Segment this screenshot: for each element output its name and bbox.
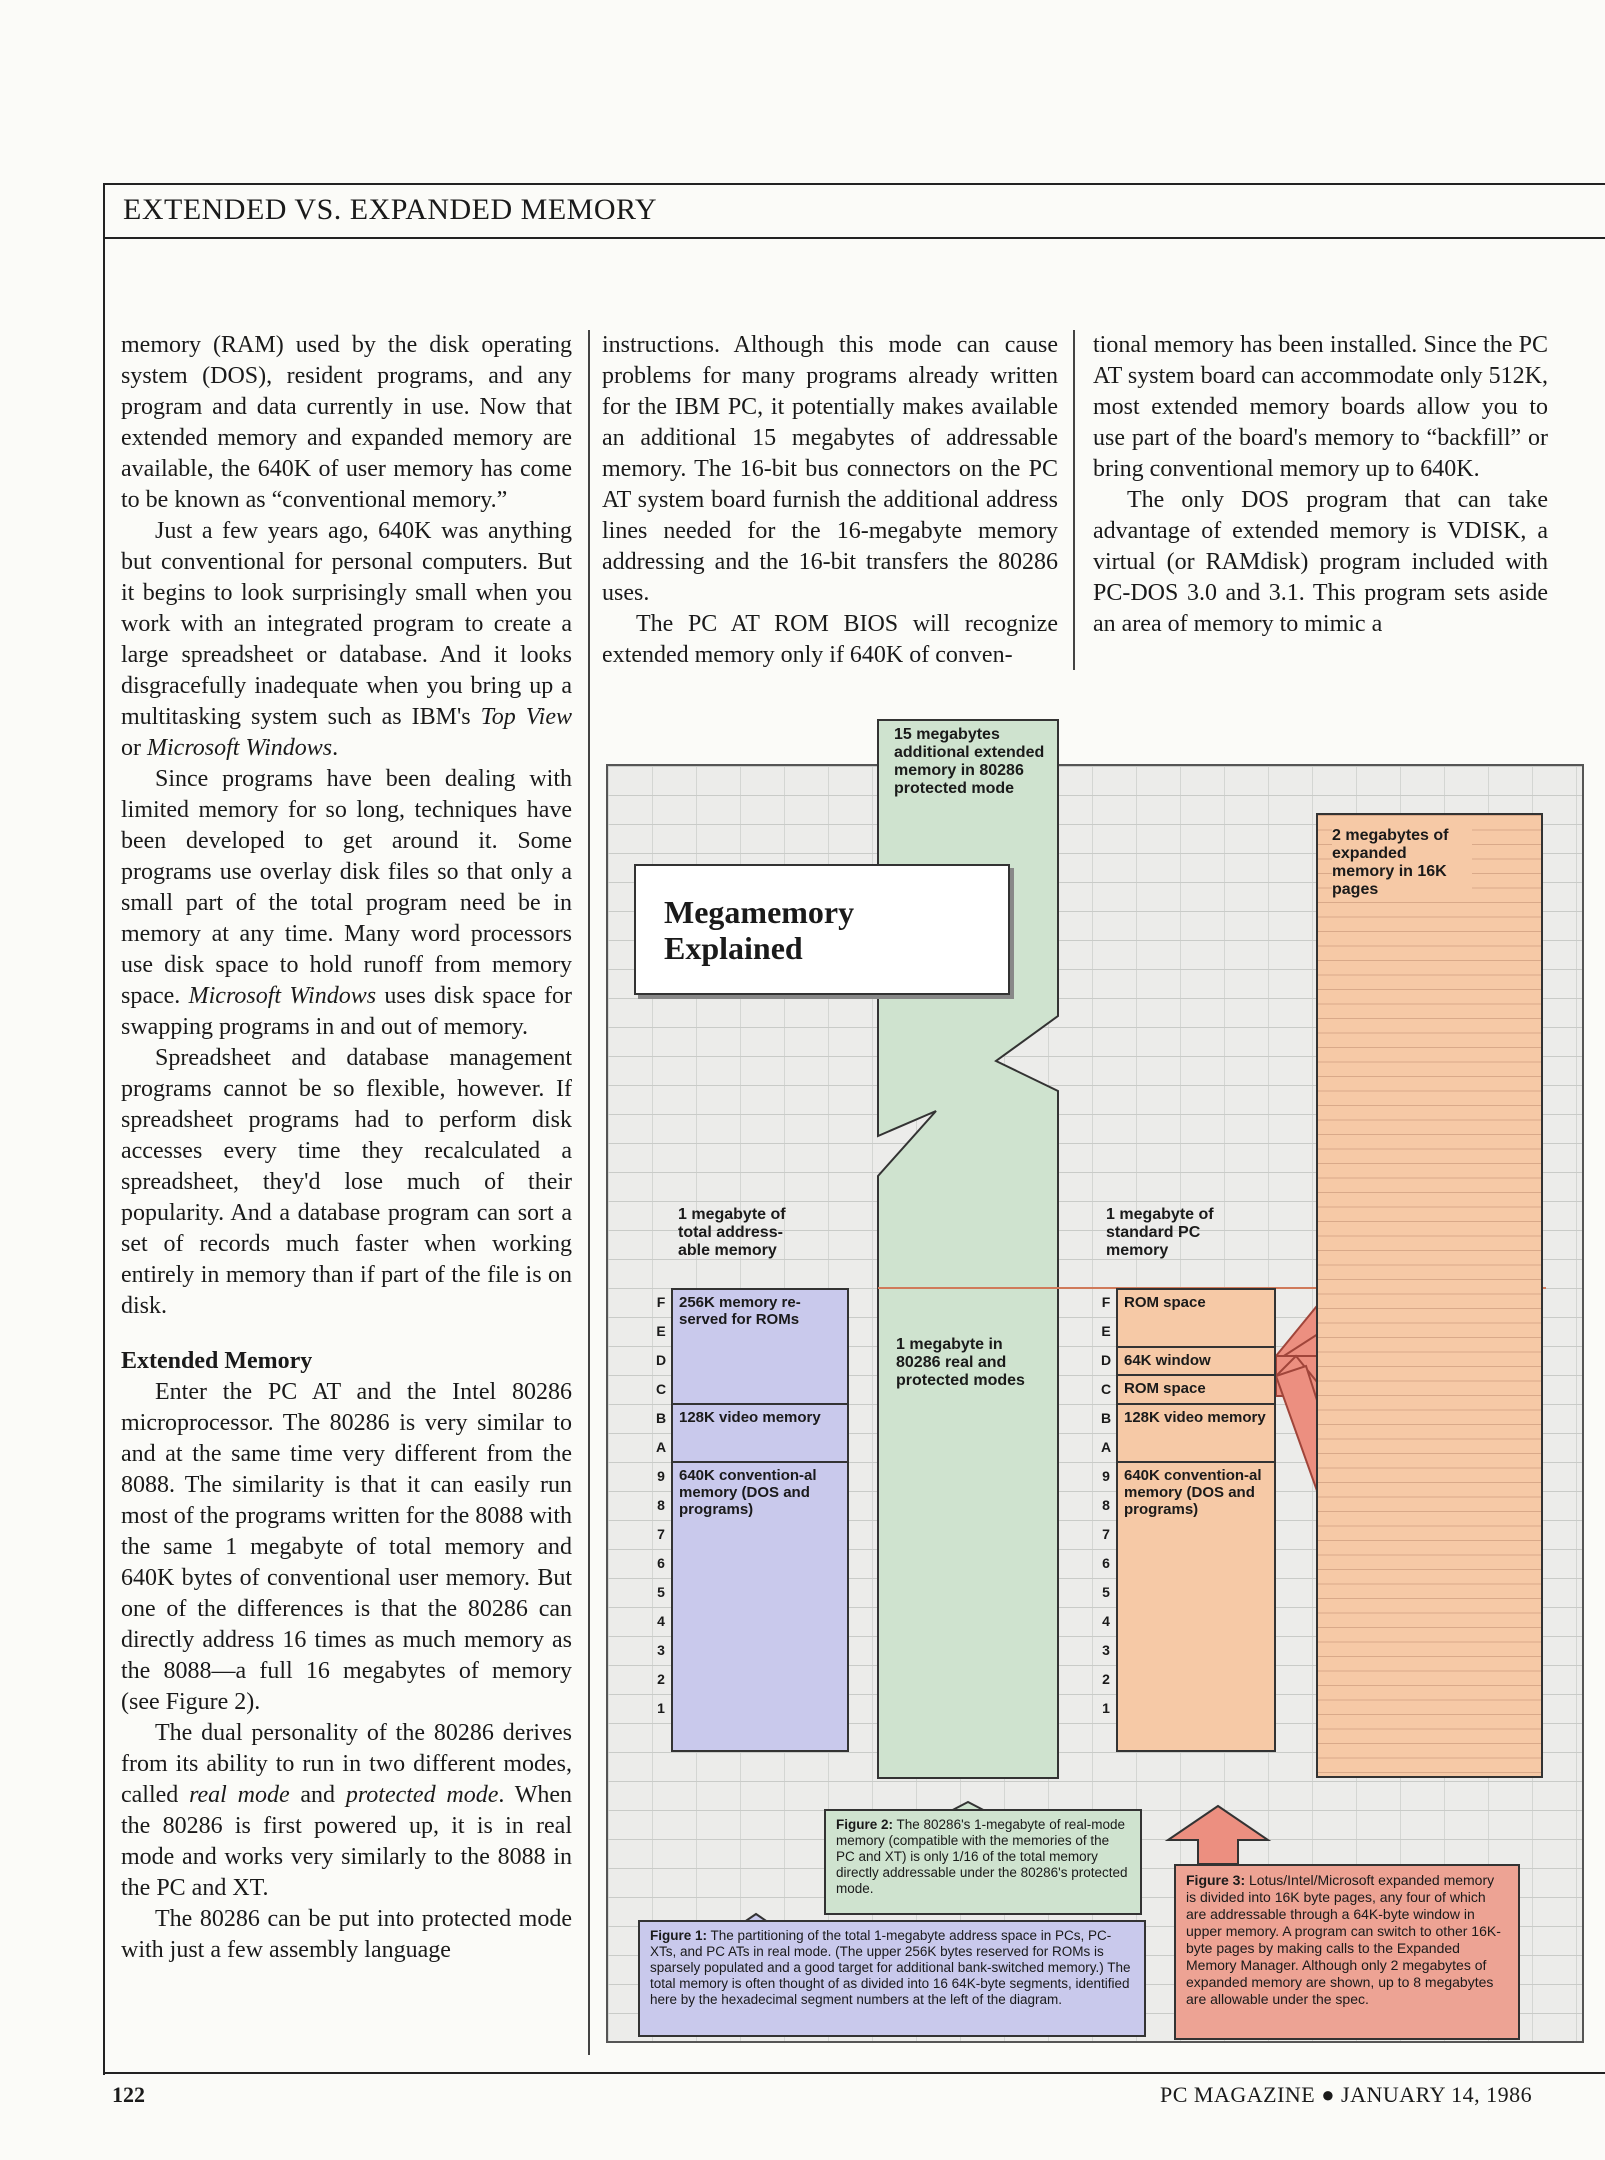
megamemory-figure — [606, 716, 1586, 2046]
figure-title-box — [634, 864, 1010, 995]
segment-number: 8 — [1102, 1497, 1110, 1513]
text-run: and — [289, 1782, 346, 1808]
pc-memory-map-column — [671, 1288, 849, 1752]
figure-title-line1: Megamemory — [664, 894, 855, 930]
segment-number: D — [655, 1352, 667, 1368]
memory-block: 640K convention-al memory (DOS and programs) — [1124, 1466, 1262, 1518]
body-paragraph — [121, 1043, 572, 1322]
figure1-caption-head: Figure 1: — [650, 1928, 708, 1943]
text-run: Enter the PC AT and the Intel 80286 microprocessor. The 80286 is very similar to and at the same time very different from the 8088. The similarity is that it can easily run most of the programs written for the 8088 with the same 1 megabyte of total memory and 640K bytes of conventional user memory. But one of the differences is that the 80286 can directly address 16 times as much memory as the 8088—a full 16 megabytes of memory (see Figure 2). — [121, 1379, 572, 1715]
section-header — [103, 183, 1605, 239]
segment-number: E — [656, 1323, 666, 1339]
memory-block: 128K video memory — [1118, 1405, 1274, 1463]
italic-text: real mode — [189, 1782, 290, 1808]
italic-text: protected mode — [345, 1782, 499, 1808]
text-run: Since programs have been dealing with limited memory for so long, techniques have been developed to get around it. Some programs use overlay disk files so that only a small part of the total program need be in memory at any time. Many word processors use disk space to hold runoff from memory space. — [121, 766, 572, 1009]
memory-block: ROM space — [1118, 1290, 1274, 1348]
text-run: memory (RAM) used by the disk operating system (DOS), resident programs, and any program and data currently in use. Now that extended memory and expanded memory are available, the 640K of user memory has come to be known as “conventional memory.” — [121, 332, 572, 513]
text-run: The 80286 can be put into protected mode with just a few assembly language — [121, 1906, 572, 1963]
publication-line: PC MAGAZINE ● JANUARY 14, 1986 — [1160, 2082, 1533, 2107]
memory-block: ROM space — [1118, 1376, 1274, 1405]
real-mode-label: 1 megabyte in 80286 real and protected modes — [896, 1336, 1025, 1389]
segment-number: 6 — [1102, 1555, 1110, 1571]
text-column-3 — [1093, 330, 1548, 640]
total-memory-label: 1 megabyte of total address-able memory — [678, 1206, 786, 1259]
segment-number: 9 — [1102, 1468, 1110, 1484]
figure3-caption-head: Figure 3: — [1186, 1872, 1246, 1888]
body-paragraph — [121, 516, 572, 764]
figure-title-line2: Explained — [664, 930, 803, 966]
segment-number: 5 — [657, 1584, 665, 1600]
body-paragraph — [1093, 330, 1548, 485]
figure2-caption-body: The 80286's 1-megabyte of real-mode memory (compatible with the memories of the PC and XT) is only 1/16 of the total memory directly addressable under the 80286's protected mode. — [836, 1817, 1128, 1896]
figure2-caption — [824, 1809, 1142, 1915]
column-divider — [1073, 330, 1075, 670]
expanded-memory-column — [1316, 813, 1543, 1778]
italic-text: Microsoft Windows — [188, 983, 377, 1009]
segment-number: 2 — [657, 1671, 665, 1687]
figure1-caption — [638, 1920, 1146, 2037]
body-paragraph — [121, 330, 572, 516]
segment-number: 4 — [1102, 1613, 1110, 1629]
subheading: Extended Memory — [121, 1348, 313, 1374]
figure2-caption-head: Figure 2: — [836, 1817, 894, 1832]
text-run: tional memory has been installed. Since the PC AT system board can accommodate only 512K, most extended memory boards allow you to use part of the board's memory to “backfill” or bring conventional memory up to 640K. — [1093, 332, 1548, 482]
expanded-pc-memory-map-column — [1116, 1288, 1276, 1752]
memory-block: 640K convention-al memory (DOS and programs) — [679, 1466, 817, 1518]
segment-number: E — [1101, 1323, 1111, 1339]
text-column-2 — [602, 330, 1058, 671]
figure1-caption-body: The partitioning of the total 1-megabyte address space in PCs, PC-XTs, and PC ATs in real mode. (The upper 256K bytes reserved for ROMs is sparsely populated and a good target for additional bank-switched memory.) The total memory is often thought of as divided into 16 64K-byte segments, identified here by the hexadecimal segment numbers at the left of the diagram. — [650, 1928, 1131, 2007]
segment-number: 8 — [657, 1497, 665, 1513]
text-run: uses disk space for swapping programs in and out of memory. — [121, 983, 573, 1040]
column-divider — [588, 330, 590, 2055]
memory-block: 64K window — [1118, 1348, 1274, 1377]
segment-number: A — [655, 1439, 667, 1455]
segment-number: F — [656, 1294, 666, 1310]
text-run: The dual personality of the 80286 derives from its ability to run in two different modes, called — [121, 1720, 572, 1808]
segment-number: 7 — [1102, 1526, 1110, 1542]
segment-number: 6 — [657, 1555, 665, 1571]
left-rule — [103, 235, 105, 2075]
segment-number: 1 — [657, 1700, 665, 1716]
text-run: Spreadsheet and database management programs cannot be so flexible, however. If spreadsheet programs had to perform disk accesses every time they recalculated a spreadsheet, they'd lose much of their popularity. And a database program can sort a set of records much faster when working entirely in memory than if part of the file is on disk. — [121, 1045, 572, 1319]
segment-number: 4 — [657, 1613, 665, 1629]
segment-number: C — [1100, 1381, 1112, 1397]
text-run: . When the 80286 is first powered up, it is in real mode and works very similarly to the 8088 in the PC and XT. — [121, 1782, 573, 1901]
body-paragraph — [602, 330, 1058, 609]
text-run: . — [332, 735, 339, 761]
segment-number: C — [655, 1381, 667, 1397]
segment-number: 3 — [1102, 1642, 1110, 1658]
expanded-memory-label: 2 megabytes of expanded memory in 16K pages — [1332, 827, 1472, 899]
memory-block: 256K memory re-served for ROMs — [673, 1290, 847, 1405]
segment-number: 3 — [657, 1642, 665, 1658]
segment-number: 7 — [657, 1526, 665, 1542]
figure3-up-arrow — [1168, 1806, 1268, 1864]
segment-number: B — [1100, 1410, 1112, 1426]
section-title: EXTENDED VS. EXPANDED MEMORY — [123, 193, 658, 226]
figure3-caption — [1174, 1864, 1520, 2040]
footer-rule — [103, 2072, 1605, 2074]
extended-memory-label: 15 megabytes additional extended memory in 80286 protected mode — [894, 726, 1045, 797]
segment-number: 5 — [1102, 1584, 1110, 1600]
segment-number: A — [1100, 1439, 1112, 1455]
segment-number: D — [1100, 1352, 1112, 1368]
text-run: instructions. Although this mode can cause problems for many programs already written for the IBM PC, it potentially makes available an additional 15 megabytes of addressable memory. The 16-bit bus connectors on the PC AT system board furnish the additional address lines needed for the 16-megabyte memory addressing and the 16-bit transfers the 80286 uses. — [602, 332, 1058, 606]
text-run: The only DOS program that can take advantage of extended memory is VDISK, a virtual (or RAMdisk) program included with PC-DOS 3.0 and 3.1. This program sets aside an area of memory to mimic a — [1093, 487, 1548, 637]
standard-pc-memory-label: 1 megabyte of standard PC memory — [1106, 1206, 1214, 1259]
segment-number: 2 — [1102, 1671, 1110, 1687]
body-paragraph — [602, 609, 1058, 671]
text-run: Just a few years ago, 640K was anything but conventional for personal computers. But it begins to look surprisingly small when you work with an integrated program to create a large spreadsheet or database. And it looks disgracefully inadequate when you bring up a multitasking system such as IBM's — [121, 518, 572, 730]
figure3-caption-body: Lotus/Intel/Microsoft expanded memory is divided into 16K byte pages, any four of which are addressable through a 64K-byte window in upper memory. A program can switch to other 16K-byte pages by making calls to the Expanded Memory Manager. Although only 2 megabytes of expanded memory are shown, up to 8 megabytes are allowable under the spec. — [1186, 1872, 1501, 2007]
body-paragraph — [121, 1718, 572, 1904]
segment-number: 9 — [657, 1468, 665, 1484]
memory-block: 128K video memory — [673, 1405, 847, 1463]
body-paragraph — [121, 1377, 572, 1718]
segment-number: 1 — [1102, 1700, 1110, 1716]
page-number: 122 — [112, 2082, 145, 2107]
body-paragraph — [121, 1904, 572, 1966]
text-run: The PC AT ROM BIOS will recognize extended memory only if 640K of conven- — [602, 611, 1058, 668]
body-paragraph — [1093, 485, 1548, 640]
segment-number: F — [1101, 1294, 1111, 1310]
text-column-1 — [121, 330, 572, 1966]
italic-text: Top View — [480, 704, 573, 730]
text-run: or — [121, 735, 147, 761]
segment-number: B — [655, 1410, 667, 1426]
body-paragraph — [121, 764, 572, 1043]
italic-text: Microsoft Windows — [147, 735, 333, 761]
